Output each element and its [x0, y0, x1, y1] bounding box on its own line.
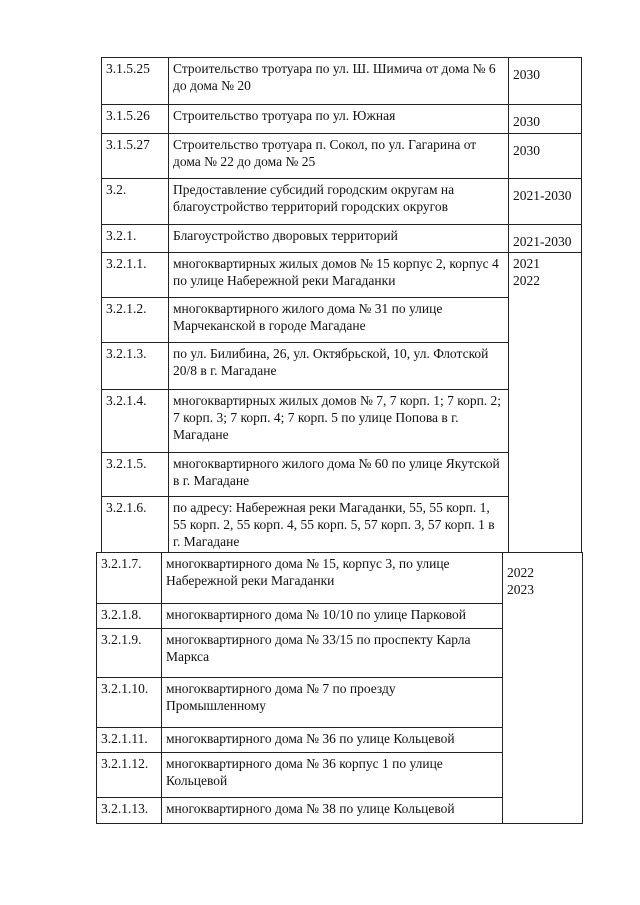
- row-description: многоквартирных жилых домов № 15 корпус 2, корпус 4 по улице Набережной реки Магаданки: [173, 256, 499, 288]
- row-description: Строительство тротуара по ул. Южная: [173, 108, 396, 123]
- row-year: 2030: [513, 67, 540, 82]
- row-number: 3.1.5.25: [106, 61, 150, 76]
- row-description: многоквартирного дома № 7 по проезду Промышленному: [166, 681, 396, 713]
- table-border: [96, 823, 583, 824]
- row-year: 2021-2030: [513, 234, 572, 249]
- row-year: 2021-2030: [513, 188, 572, 203]
- row-description: Строительство тротуара по ул. Ш. Шимича от дома № 6 до дома № 20: [173, 61, 496, 93]
- table-border: [101, 389, 509, 390]
- row-number: 3.2.1.9.: [101, 632, 142, 647]
- table-border: [96, 727, 503, 728]
- table-border: [508, 57, 509, 553]
- row-number: 3.2.1.5.: [106, 456, 147, 471]
- row-description: многоквартирного дома № 36 корпус 1 по улице Кольцевой: [166, 756, 443, 788]
- group-years: 2021 2022: [513, 256, 540, 288]
- row-description: многоквартирного жилого дома № 60 по улице Якутской в г. Магадане: [173, 456, 500, 488]
- table-border: [96, 677, 503, 678]
- table-border: [101, 496, 509, 497]
- table-border: [161, 552, 162, 824]
- group-years: 2022 2023: [507, 565, 534, 597]
- row-number: 3.2.1.10.: [101, 681, 149, 696]
- table-border: [101, 452, 509, 453]
- row-description: многоквартирного жилого дома № 31 по улице Марчеканской в городе Магадане: [173, 301, 443, 333]
- row-description: многоквартирного дома № 10/10 по улице Парковой: [166, 607, 466, 622]
- row-number: 3.2.1.7.: [101, 556, 142, 571]
- table-border: [96, 603, 503, 604]
- row-number: 3.2.1.8.: [101, 607, 142, 622]
- table-border: [168, 57, 169, 553]
- row-number: 3.2.1.: [106, 228, 137, 243]
- row-number: 3.2.1.13.: [101, 801, 149, 816]
- table-border: [101, 297, 509, 298]
- row-description: многоквартирного дома № 36 по улице Кольцевой: [166, 731, 455, 746]
- row-number: 3.2.1.12.: [101, 756, 149, 771]
- row-description: по адресу: Набережная реки Магаданки, 55, 55 корп. 1, 55 корп. 2, 55 корп. 4, 55 корп. 5, 57 корп. 3, 57 корп. 1 в г. Магадане: [173, 500, 495, 549]
- table-border: [101, 133, 582, 134]
- table-border: [101, 224, 582, 225]
- row-description: многоквартирного дома № 15, корпус 3, по улице Набережной реки Магаданки: [166, 556, 450, 588]
- table-border: [502, 552, 503, 824]
- row-number: 3.1.5.26: [106, 108, 150, 123]
- row-number: 3.2.1.1.: [106, 256, 147, 271]
- row-number: 3.2.1.2.: [106, 301, 147, 316]
- row-number: 3.2.1.3.: [106, 346, 147, 361]
- row-year: 2030: [513, 143, 540, 158]
- table-border: [101, 104, 582, 105]
- row-number: 3.2.: [106, 182, 127, 197]
- table-border: [96, 552, 97, 824]
- table-border: [96, 797, 503, 798]
- table-border: [582, 552, 583, 824]
- row-description: Предоставление субсидий городским округам на благоустройство территорий городских округов: [173, 182, 455, 214]
- table-border: [581, 57, 582, 553]
- table-border: [101, 252, 582, 253]
- table-border: [101, 57, 582, 58]
- row-number: 3.2.1.11.: [101, 731, 148, 746]
- table-border: [101, 178, 582, 179]
- row-description: многоквартирного дома № 33/15 по проспекту Карла Маркса: [166, 632, 471, 664]
- row-description: по ул. Билибина, 26, ул. Октябрьской, 10, ул. Флотской 20/8 в г. Магадане: [173, 346, 489, 378]
- table-border: [96, 552, 583, 553]
- table-border: [101, 342, 509, 343]
- row-number: 3.2.1.4.: [106, 393, 147, 408]
- row-number: 3.1.5.27: [106, 137, 150, 152]
- row-year: 2030: [513, 114, 540, 129]
- row-description: многоквартирного дома № 38 по улице Кольцевой: [166, 801, 455, 816]
- row-description: многоквартирных жилых домов № 7, 7 корп. 1; 7 корп. 2; 7 корп. 3; 7 корп. 4; 7 корп. 5 по улице Попова в г. Магадане: [173, 393, 502, 442]
- row-description: Строительство тротуара п. Сокол, по ул. Гагарина от дома № 22 до дома № 25: [173, 137, 477, 169]
- table-border: [101, 57, 102, 553]
- row-number: 3.2.1.6.: [106, 500, 147, 515]
- table-border: [96, 752, 503, 753]
- table-border: [96, 628, 503, 629]
- row-description: Благоустройство дворовых территорий: [173, 228, 398, 243]
